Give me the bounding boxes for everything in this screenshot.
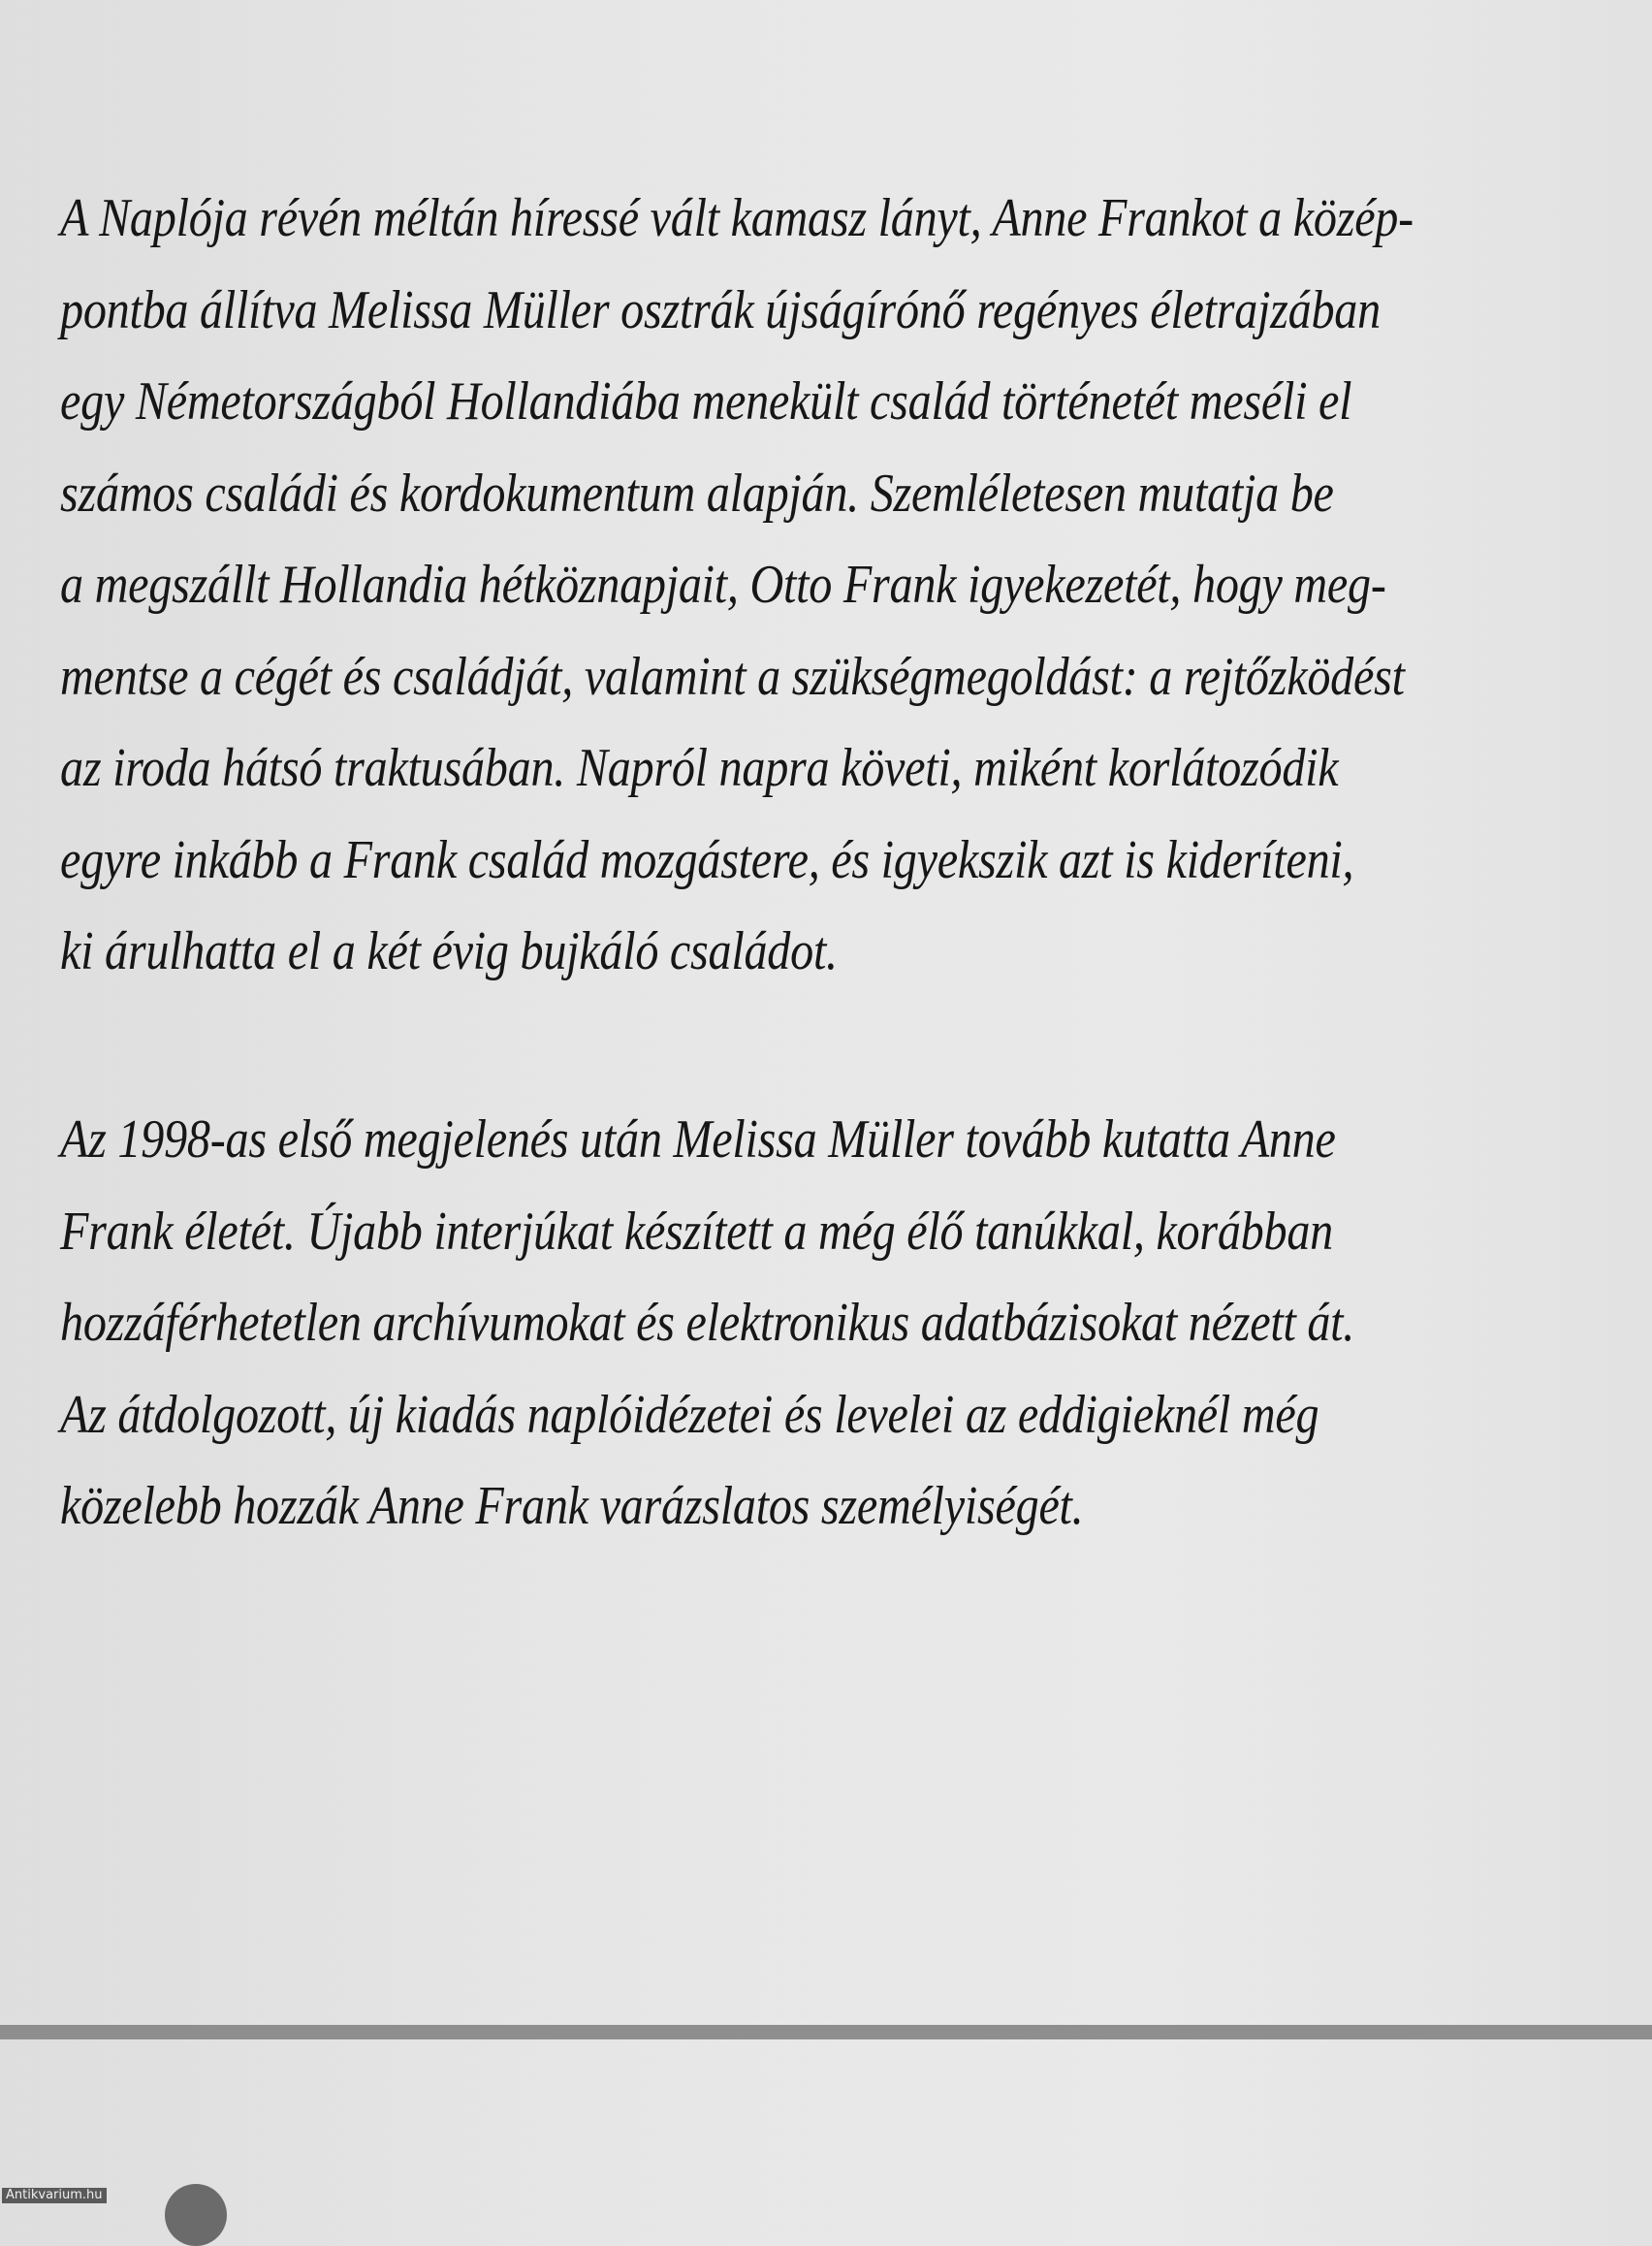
text-line: a megszállt Hollandia hétköznapjait, Otto Frank igyekezetét, hogy meg- bbox=[60, 555, 1386, 615]
text-line: egy Németországból Hollandiába menekült család történetét meséli el bbox=[60, 371, 1352, 432]
text-line: Az átdolgozott, új kiadás naplóidézetei és levelei az eddigieknél még bbox=[60, 1384, 1319, 1445]
text-line: ki árulhatta el a két évig bujkáló családot. bbox=[60, 921, 838, 981]
text-line: hozzáférhetetlen archívumokat és elektronikus adatbázisokat nézett át. bbox=[60, 1293, 1355, 1353]
blurb-paragraph-1 bbox=[60, 173, 1573, 998]
blurb-paragraph-2 bbox=[60, 1094, 1573, 1553]
decorative-circle bbox=[165, 2184, 227, 2246]
text-line: számos családi és kordokumentum alapján. Szemléletesen mutatja be bbox=[60, 463, 1334, 524]
text-line: közelebb hozzák Anne Frank varázslatos személyiségét. bbox=[60, 1476, 1084, 1536]
text-line: A Naplója révén méltán híressé vált kamasz lányt, Anne Frankot a közép- bbox=[60, 188, 1414, 248]
text-line: Az 1998-as első megjelenés után Melissa Müller tovább kutatta Anne bbox=[60, 1109, 1336, 1170]
text-line: az iroda hátsó traktusában. Napról napra követi, miként korlátozódik bbox=[60, 738, 1339, 798]
text-line: Frank életét. Újabb interjúkat készített a még élő tanúkkal, korábban bbox=[60, 1201, 1333, 1262]
horizontal-rule bbox=[0, 2025, 1652, 2039]
text-line: mentse a cégét és családját, valamint a szükségmegoldást: a rejtőzködést bbox=[60, 646, 1405, 707]
text-line: egyre inkább a Frank család mozgástere, és igyekszik azt is kideríteni, bbox=[60, 829, 1354, 890]
watermark: Antikvarium.hu bbox=[2, 2188, 107, 2203]
text-line: pontba állítva Melissa Müller osztrák újságírónő regényes életrajzában bbox=[60, 279, 1381, 340]
